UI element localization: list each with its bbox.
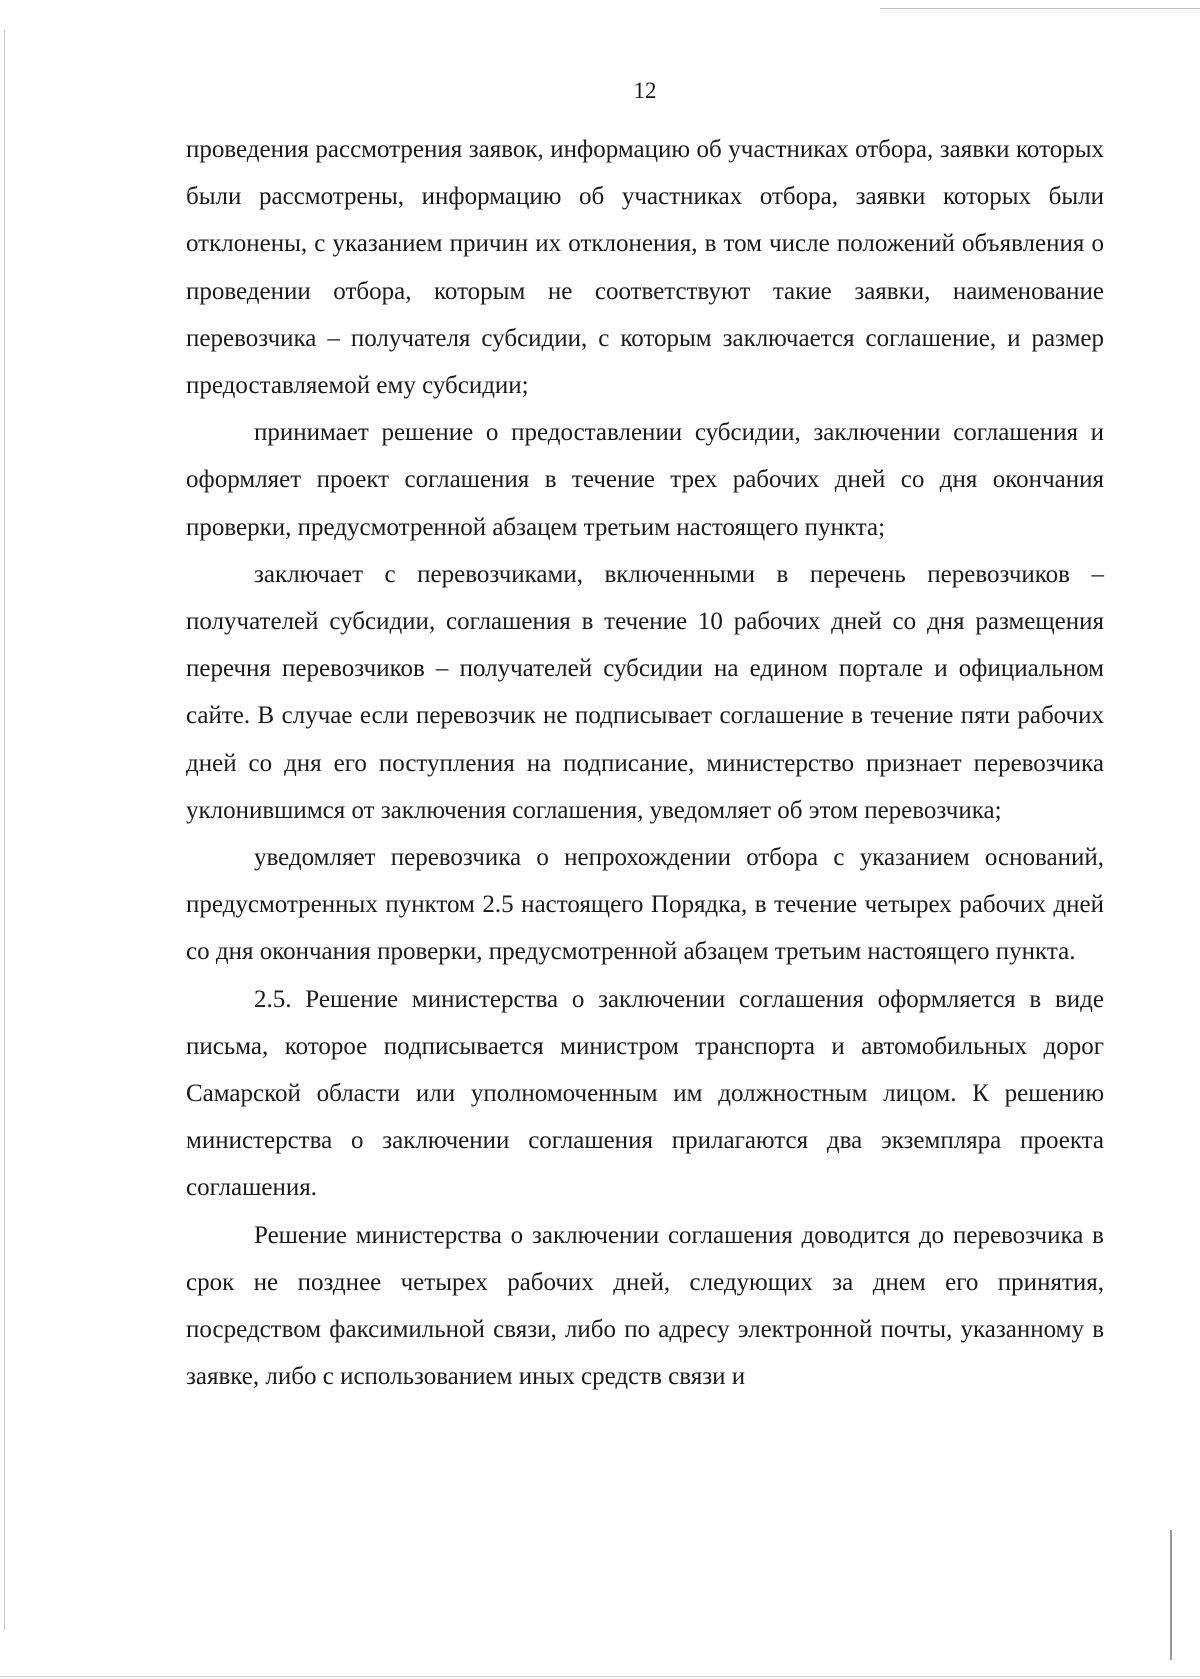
paragraph-2: принимает решение о предоставлении субсидии, заключении соглашения и оформляет проект соглашения в течение трех рабочих дней со дня окончания проверки, предусмотренной абзацем третьим настоящего пункта; <box>186 419 1104 541</box>
page-number: 12 <box>633 78 657 103</box>
scan-edge-left <box>4 30 5 1630</box>
paragraph-5: 2.5. Решение министерства о заключении соглашения оформляется в виде письма, которое подписывается министром транспорта и автомобильных дорог Самарской области или уполномоченным им должностным лицом. К решению министерства о заключении соглашения прилагаются два экземпляра проекта соглашения. <box>186 985 1104 1202</box>
scan-edge-bottom <box>0 1676 1200 1677</box>
scan-edge-right <box>1170 1530 1172 1660</box>
paragraph-4: уведомляет перевозчика о непрохождении отбора с указанием оснований, предусмотренных пунктом 2.5 настоящего Порядка, в течение четырех рабочих дней со дня окончания проверки, предусмотренной абзацем третьим настоящего пункта. <box>186 844 1104 966</box>
paragraph-6: Решение министерства о заключении соглашения доводится до перевозчика в срок не позднее четырех рабочих дней, следующих за днем его принятия, посредством факсимильной связи, либо по адресу электронной почты, указанному в заявке, либо с использованием иных средств связи и <box>186 1221 1104 1391</box>
paragraph-1: проведения рассмотрения заявок, информацию об участниках отбора, заявки которых были рассмотрены, информацию об участниках отбора, заявки которых были отклонены, с указанием причин их отклонения, в том числе положений объявления о проведении отбора, которым не соответствуют такие заявки, наименование перевозчика – получателя субсидии, с которым заключается соглашение, и размер предоставляемой ему субсидии; <box>186 136 1104 400</box>
scan-edge-top <box>880 8 1200 9</box>
body-text <box>186 126 1104 1400</box>
paragraph-3: заключает с перевозчиками, включенными в перечень перевозчиков – получателей субсидии, соглашения в течение 10 рабочих дней со дня размещения перечня перевозчиков – получателей субсидии на едином портале и официальном сайте. В случае если перевозчик не подписывает соглашение в течение пяти рабочих дней со дня его поступления на подписание, министерство признает перевозчика уклонившимся от заключения соглашения, уведомляет об этом перевозчика; <box>186 560 1104 824</box>
